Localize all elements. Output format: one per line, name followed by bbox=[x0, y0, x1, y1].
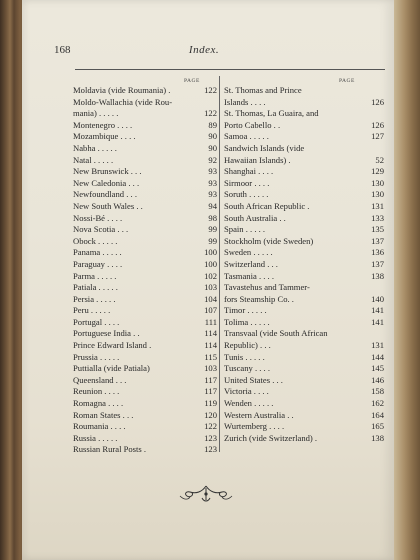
entry-page-number: 99 bbox=[208, 224, 217, 235]
left-index-entry bbox=[73, 189, 217, 201]
entry-name: Reunion . . . . bbox=[73, 386, 120, 397]
entry-name: Zurich (vide Switzerland) . bbox=[224, 432, 318, 443]
entry-name: Natal . . . . . bbox=[73, 154, 114, 165]
left-index-entry bbox=[73, 328, 217, 340]
left-index-entry bbox=[73, 224, 217, 236]
entry-page-number: 52 bbox=[375, 154, 384, 165]
right-index-entry bbox=[224, 143, 384, 155]
right-page-column-heading: PAGE bbox=[339, 78, 355, 84]
entry-page-number: 98 bbox=[208, 212, 217, 223]
left-index-entry bbox=[73, 85, 217, 97]
right-index-column bbox=[224, 85, 384, 444]
entry-name: Russian Rural Posts . bbox=[73, 444, 147, 455]
entry-name: Tolima . . . . . bbox=[224, 316, 270, 327]
entry-name: Romagna . . . . bbox=[73, 398, 124, 409]
left-index-entry bbox=[73, 166, 217, 178]
entry-page-number: 123 bbox=[204, 432, 217, 443]
right-index-entry bbox=[224, 120, 384, 132]
entry-page-number: 90 bbox=[208, 142, 217, 153]
entry-name: South African Republic . bbox=[224, 200, 310, 211]
entry-page-number: 130 bbox=[371, 177, 384, 188]
entry-name: Porto Cabello . . bbox=[224, 119, 281, 130]
entry-page-number: 117 bbox=[204, 374, 217, 385]
entry-page-number: 146 bbox=[371, 374, 384, 385]
entry-name: Islands . . . . bbox=[224, 96, 266, 107]
entry-name: New Brunswick . . . bbox=[73, 166, 142, 177]
left-index-entry bbox=[73, 131, 217, 143]
book-page bbox=[22, 0, 394, 560]
entry-name: St. Thomas, La Guaira, and bbox=[224, 108, 319, 119]
left-page-column-heading: PAGE bbox=[184, 78, 200, 84]
entry-page-number: 114 bbox=[204, 328, 217, 339]
left-index-entry bbox=[73, 247, 217, 259]
entry-page-number: 122 bbox=[204, 108, 217, 119]
entry-name: United States . . . bbox=[224, 374, 283, 385]
right-index-entry bbox=[224, 131, 384, 143]
entry-page-number: 165 bbox=[371, 421, 384, 432]
entry-name: Portugal . . . . bbox=[73, 316, 120, 327]
entry-page-number: 114 bbox=[204, 340, 217, 351]
entry-page-number: 162 bbox=[371, 398, 384, 409]
right-index-entry bbox=[224, 317, 384, 329]
entry-name: Sandwich Islands (vide bbox=[224, 142, 305, 153]
left-index-column bbox=[73, 85, 217, 456]
left-index-entry bbox=[73, 213, 217, 225]
entry-page-number: 111 bbox=[204, 316, 217, 327]
left-index-entry bbox=[73, 120, 217, 132]
left-index-entry bbox=[73, 97, 217, 109]
entry-page-number: 103 bbox=[204, 282, 217, 293]
right-index-entry bbox=[224, 305, 384, 317]
left-index-entry bbox=[73, 363, 217, 375]
right-index-entry bbox=[224, 259, 384, 271]
entry-page-number: 144 bbox=[371, 351, 384, 362]
entry-page-number: 140 bbox=[371, 293, 384, 304]
left-index-entry bbox=[73, 236, 217, 248]
right-index-entry bbox=[224, 213, 384, 225]
entry-page-number: 94 bbox=[208, 200, 217, 211]
entry-page-number: 137 bbox=[371, 258, 384, 269]
entry-name: Switzerland . . . bbox=[224, 258, 278, 269]
entry-name: Parma . . . . . bbox=[73, 270, 117, 281]
left-index-entry bbox=[73, 444, 217, 456]
entry-name: Newfoundland . . . bbox=[73, 189, 137, 200]
column-divider bbox=[219, 76, 220, 452]
entry-page-number: 122 bbox=[204, 421, 217, 432]
entry-name: Russia . . . . . bbox=[73, 432, 118, 443]
entry-name: Paraguay . . . . bbox=[73, 258, 123, 269]
entry-name: Tavastehus and Tammer- bbox=[224, 282, 310, 293]
right-index-entry bbox=[224, 375, 384, 387]
entry-name: Montenegro . . . . bbox=[73, 119, 133, 130]
entry-name: Tasmania . . . . bbox=[224, 270, 274, 281]
right-index-entry bbox=[224, 433, 384, 445]
entry-name: Spain . . . . . bbox=[224, 224, 266, 235]
entry-page-number: 122 bbox=[204, 85, 217, 95]
entry-page-number: 141 bbox=[371, 316, 384, 327]
entry-name: Transvaal (vide South African bbox=[224, 328, 328, 339]
book-edge bbox=[394, 0, 420, 560]
entry-name: Roman States . . . bbox=[73, 409, 134, 420]
entry-page-number: 115 bbox=[204, 351, 217, 362]
entry-name: Nabha . . . . . bbox=[73, 142, 117, 153]
entry-name: Victoria . . . . bbox=[224, 386, 269, 397]
header-rule bbox=[75, 69, 385, 70]
entry-page-number: 133 bbox=[371, 212, 384, 223]
entry-name: Queensland . . . bbox=[73, 374, 127, 385]
entry-page-number: 92 bbox=[208, 154, 217, 165]
right-index-entry bbox=[224, 421, 384, 433]
entry-name: Persia . . . . . bbox=[73, 293, 116, 304]
running-title: Index. bbox=[188, 44, 220, 56]
left-index-entry bbox=[73, 433, 217, 445]
left-index-entry bbox=[73, 143, 217, 155]
entry-page-number: 90 bbox=[208, 131, 217, 142]
entry-name: Portuguese India . . bbox=[73, 328, 140, 339]
left-index-entry bbox=[73, 317, 217, 329]
entry-page-number: 120 bbox=[204, 409, 217, 420]
entry-name: Peru . . . . . bbox=[73, 305, 111, 316]
entry-name: Stockholm (vide Sweden) bbox=[224, 235, 314, 246]
right-index-entry bbox=[224, 236, 384, 248]
entry-name: Nova Scotia . . . bbox=[73, 224, 129, 235]
left-index-entry bbox=[73, 386, 217, 398]
entry-name: Shanghai . . . . bbox=[224, 166, 274, 177]
entry-name: Sweden . . . . . bbox=[224, 247, 273, 258]
right-index-entry bbox=[224, 189, 384, 201]
entry-page-number: 119 bbox=[204, 398, 217, 409]
entry-name: Prussia . . . . . bbox=[73, 351, 120, 362]
entry-name: Prince Edward Island . bbox=[73, 340, 152, 351]
entry-page-number: 138 bbox=[371, 432, 384, 443]
entry-name: New Caledonia . . . bbox=[73, 177, 140, 188]
entry-page-number: 135 bbox=[371, 224, 384, 235]
left-index-entry bbox=[73, 375, 217, 387]
entry-name: Roumania . . . . bbox=[73, 421, 126, 432]
entry-name: Puttialla (vide Patiala) bbox=[73, 363, 150, 374]
entry-page-number: 99 bbox=[208, 235, 217, 246]
left-index-entry bbox=[73, 178, 217, 190]
entry-page-number: 89 bbox=[208, 119, 217, 130]
left-index-entry bbox=[73, 352, 217, 364]
entry-page-number: 100 bbox=[204, 258, 217, 269]
entry-page-number: 126 bbox=[371, 119, 384, 130]
entry-page-number: 158 bbox=[371, 386, 384, 397]
entry-page-number: 136 bbox=[371, 247, 384, 258]
entry-page-number: 103 bbox=[204, 363, 217, 374]
entry-name: Soruth . . . . . bbox=[224, 189, 269, 200]
entry-page-number: 141 bbox=[371, 305, 384, 316]
entry-page-number: 107 bbox=[204, 305, 217, 316]
page-header bbox=[54, 44, 354, 62]
left-index-entry bbox=[73, 410, 217, 422]
ornament-icon bbox=[174, 482, 238, 504]
left-index-entry bbox=[73, 108, 217, 120]
left-index-entry bbox=[73, 305, 217, 317]
right-index-entry bbox=[224, 294, 384, 306]
entry-name: Tuscany . . . . bbox=[224, 363, 270, 374]
entry-name: Patiala . . . . . bbox=[73, 282, 118, 293]
left-index-entry bbox=[73, 294, 217, 306]
entry-name: Timor . . . . . bbox=[224, 305, 267, 316]
left-index-entry bbox=[73, 259, 217, 271]
entry-page-number: 123 bbox=[204, 444, 217, 455]
entry-page-number: 129 bbox=[371, 166, 384, 177]
right-index-entry bbox=[224, 224, 384, 236]
entry-name: Samoa . . . . . bbox=[224, 131, 269, 142]
entry-page-number: 127 bbox=[371, 131, 384, 142]
entry-name: Hawaiian Islands) . bbox=[224, 154, 291, 165]
entry-page-number: 104 bbox=[204, 293, 217, 304]
right-index-entry bbox=[224, 363, 384, 375]
entry-name: Moldavia (vide Roumania) . bbox=[73, 85, 171, 95]
right-index-entry bbox=[224, 166, 384, 178]
entry-name: St. Thomas and Prince bbox=[224, 85, 302, 95]
entry-page-number: 138 bbox=[371, 270, 384, 281]
right-index-entry bbox=[224, 340, 384, 352]
right-index-entry bbox=[224, 201, 384, 213]
right-index-entry bbox=[224, 282, 384, 294]
entry-name: Panama . . . . . bbox=[73, 247, 122, 258]
right-index-entry bbox=[224, 386, 384, 398]
right-index-entry bbox=[224, 328, 384, 340]
entry-name: Nossi-Bé . . . . bbox=[73, 212, 123, 223]
left-index-entry bbox=[73, 155, 217, 167]
entry-page-number: 164 bbox=[371, 409, 384, 420]
entry-page-number: 130 bbox=[371, 189, 384, 200]
entry-name: Sirmoor . . . . bbox=[224, 177, 270, 188]
right-index-entry bbox=[224, 247, 384, 259]
right-index-entry bbox=[224, 85, 384, 97]
entry-page-number: 131 bbox=[371, 340, 384, 351]
entry-page-number: 117 bbox=[204, 386, 217, 397]
entry-name: Western Australia . . bbox=[224, 409, 294, 420]
entry-page-number: 137 bbox=[371, 235, 384, 246]
left-index-entry bbox=[73, 271, 217, 283]
entry-name: New South Wales . . bbox=[73, 200, 143, 211]
entry-page-number: 100 bbox=[204, 247, 217, 258]
page-number: 168 bbox=[54, 44, 71, 56]
entry-name: Moldo-Wallachia (vide Rou- bbox=[73, 96, 173, 107]
left-index-entry bbox=[73, 201, 217, 213]
entry-name: Republic) . . . bbox=[224, 340, 271, 351]
left-index-entry bbox=[73, 421, 217, 433]
left-index-entry bbox=[73, 282, 217, 294]
entry-page-number: 93 bbox=[208, 189, 217, 200]
entry-name: Obock . . . . . bbox=[73, 235, 118, 246]
entry-name: mania) . . . . . bbox=[73, 108, 119, 119]
right-index-entry bbox=[224, 271, 384, 283]
left-index-entry bbox=[73, 340, 217, 352]
entry-page-number: 126 bbox=[371, 96, 384, 107]
entry-page-number: 93 bbox=[208, 177, 217, 188]
right-index-entry bbox=[224, 108, 384, 120]
entry-page-number: 131 bbox=[371, 200, 384, 211]
entry-name: fors Steamship Co. . bbox=[224, 293, 294, 304]
entry-page-number: 145 bbox=[371, 363, 384, 374]
entry-name: Mozambique . . . . bbox=[73, 131, 136, 142]
entry-page-number: 93 bbox=[208, 166, 217, 177]
right-index-entry bbox=[224, 178, 384, 190]
entry-name: Tunis . . . . . bbox=[224, 351, 265, 362]
right-index-entry bbox=[224, 410, 384, 422]
right-index-entry bbox=[224, 97, 384, 109]
entry-name: South Australia . . bbox=[224, 212, 286, 223]
right-index-entry bbox=[224, 352, 384, 364]
entry-name: Wenden . . . . . bbox=[224, 398, 274, 409]
right-index-entry bbox=[224, 398, 384, 410]
right-index-entry bbox=[224, 155, 384, 167]
left-index-entry bbox=[73, 398, 217, 410]
entry-page-number: 102 bbox=[204, 270, 217, 281]
entry-name: Wurtemberg . . . . bbox=[224, 421, 285, 432]
